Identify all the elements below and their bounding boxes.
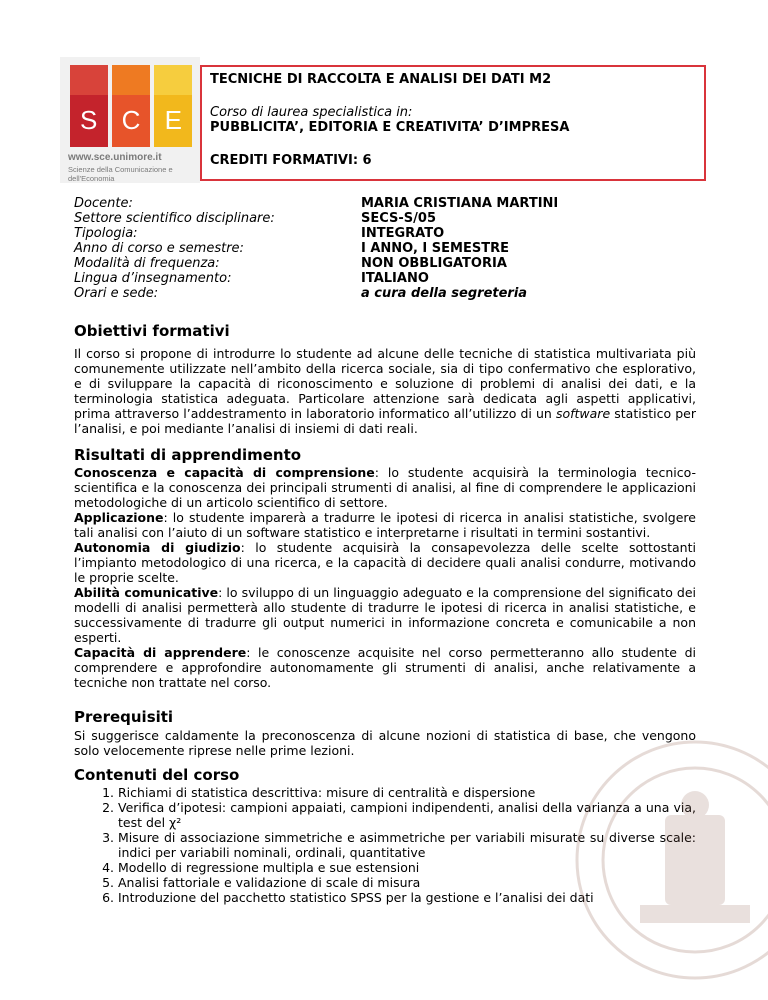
sce-logo [60,57,200,183]
info-value: NON OBBLIGATORIA [361,256,507,271]
risultato-item: Autonomia di giudizio: lo studente acquisirà la consapevolezza delle scelte sottostanti l’impianto metodologico di una ricerca, e la capacità di decidere quali analisi condurre, motivando le proprie scelte. [74,540,696,585]
course-title: TECNICHE DI RACCOLTA E ANALISI DEI DATI M2 [210,72,552,87]
contenuto-item: 4. Modello di regressione multipla e sue estensioni [118,860,696,875]
info-label: Lingua d’insegnamento: [74,271,232,286]
section-title-contenuti: Contenuti del corso [74,766,240,784]
risultato-item: Conoscenza e capacità di comprensione: lo studente acquisirà la terminologia tecnico-scientifica e la conoscenza dei principali strumenti di analisi, al fine di comprendere le applicazioni metodologiche di un articolo scientifico di settore. [74,465,696,510]
degree-name: PUBBLICITA’, EDITORIA E CREATIVITA’ D’IMPRESA [210,120,570,135]
info-label: Settore scientifico disciplinare: [74,211,275,226]
contenuto-item: 2. Verifica d’ipotesi: campioni appaiati, campioni indipendenti, analisi della varianza a una via, test del χ² [118,800,696,830]
section-title-obiettivi: Obiettivi formativi [74,322,230,340]
credits: CREDITI FORMATIVI: 6 [210,153,372,168]
risultato-item: Applicazione: lo studente imparerà a tradurre le ipotesi di ricerca in analisi statistiche, svolgere tali analisi con l’aiuto di un software statistico e interpretarne i risultati in termini sostantivi. [74,510,696,540]
logo-letter: C [121,105,141,135]
info-value: I ANNO, I SEMESTRE [361,241,509,256]
risultato-item: Capacità di apprendere: le conoscenze acquisite nel corso permetteranno allo studente di comprendere e approfondire autonomamente gli strumenti di analisi, anche relativamente a tecniche non trattate nel corso. [74,645,696,690]
logo-subtitle: Scienze della Comunicazione e dell'Economia [68,165,173,183]
logo-letter: E [164,105,182,135]
info-values [361,196,558,301]
contenuto-item: 3. Misure di associazione simmetriche e asimmetriche per variabili misurate su diverse scale: indici per variabili nominali, ordinali, quantitative [118,830,696,860]
degree-prefix: Corso di laurea specialistica in: [210,105,413,120]
course-header-box [200,65,706,181]
info-value: ITALIANO [361,271,429,286]
university-seal-watermark [570,720,768,1000]
risultato-item: Abilità comunicative: lo sviluppo di un linguaggio adeguato e la comprensione del significato dei modelli di analisi permetterà allo studente di tradurre le ipotesi di ricerca in analisi statistiche, e successivamente di tradurre gli output numerici in informazione concreta e comunicabile a non esperti. [74,585,696,645]
prerequisiti-text: Si suggerisce caldamente la preconoscenza di alcune nozioni di statistica di base, che vengono solo velocemente riprese nelle prime lezioni. [74,728,696,758]
logo-url: www.sce.unimore.it [68,152,162,163]
logo-letters [70,105,192,136]
info-value: SECS-S/05 [361,211,436,226]
section-title-prerequisiti: Prerequisiti [74,708,174,726]
info-value: INTEGRATO [361,226,445,241]
logo-letter: S [80,105,98,135]
section-title-risultati: Risultati di apprendimento [74,446,302,464]
info-label: Orari e sede: [74,286,159,301]
info-label: Tipologia: [74,226,138,241]
info-labels [74,196,275,301]
risultati-list [74,465,696,690]
info-label: Anno di corso e semestre: [74,241,244,256]
info-label: Modalità di frequenza: [74,256,220,271]
info-value: MARIA CRISTIANA MARTINI [361,196,559,211]
info-value: a cura della segreteria [361,286,528,301]
contenuto-item: 6. Introduzione del pacchetto statistico SPSS per la gestione e l’analisi dei dati [118,890,696,905]
obiettivi-text: Il corso si propone di introdurre lo studente ad alcune delle tecniche di statistica multivariata più comunemente utilizzate nell’ambito della ricerca sociale, sia di tipo confermativo che esplorativo, e di sviluppare la capacità di riconoscimento e soluzione di problemi di analisi dei dati, e la terminologia statistica adeguata. Particolare attenzione sarà dedicata agli aspetti applicativi, prima attraverso l’addestramento in laboratorio informatico all’utilizzo di un software statistico per l’analisi, e poi mediante l’analisi di insiemi di dati reali. [74,346,696,436]
info-label: Docente: [74,196,133,211]
contenuto-item: 5. Analisi fattoriale e validazione di scale di misura [118,875,696,890]
contenuto-item: 1. Richiami di statistica descrittiva: misure di centralità e dispersione [118,785,696,800]
